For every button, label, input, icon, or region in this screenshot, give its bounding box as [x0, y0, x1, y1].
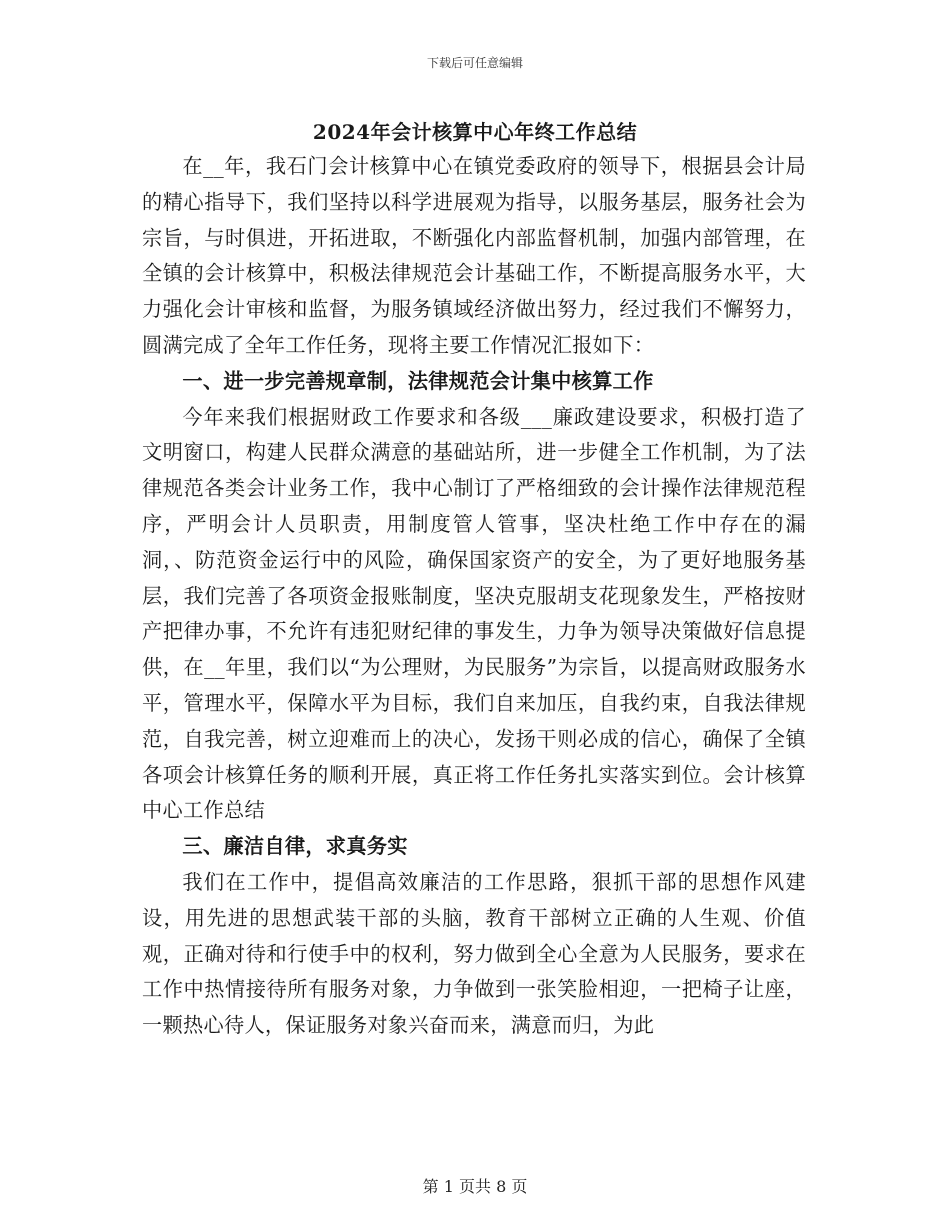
document-title: 2024年会计核算中心年终工作总结	[312, 120, 638, 144]
section-heading-1: 一、进一步完善规章制，法律规范会计集中核算工作	[182, 368, 654, 393]
paragraph-intro: 在__年，我石门会计核算中心在镇党委政府的领导下，根据县会计局的精心指导下，我们坚持以科学进展观为指导，以服务基层，服务社会为宗旨，与时俱进，开拓进取，不断强化内部监督机制，加强内部管理，在全镇的会计核算中，积极法律规范会计基础工作，不断提高服务水平，大力强化会计审核和监督，为服务镇域经济做出努力，经过我们不懈努力，圆满完成了全年工作任务，现将主要工作情况汇报如下：	[142, 154, 806, 357]
section-heading-3: 三、廉洁自律，求真务实	[182, 834, 408, 859]
page-number-footer: 第 1 页共 8 页	[422, 1177, 528, 1196]
document-body	[142, 149, 806, 1044]
paragraph-section-3: 我们在工作中，提倡高效廉洁的工作思路，狠抓干部的思想作风建设，用先进的思想武装干部的头脑，教育干部树立正确的人生观、价值观，正确对待和行使手中的权利，努力做到全心全意为人民服务，要求在工作中热情接待所有服务对象，力争做到一张笑脸相迎，一把椅子让座，一颗热心待人，保证服务对象兴奋而来，满意而归，为此	[142, 869, 806, 1038]
paragraph-section-1: 今年来我们根据财政工作要求和各级___廉政建设要求，积极打造了文明窗口，构建人民群众满意的基础站所，进一步健全工作机制，为了法律规范各类会计业务工作，我中心制订了严格细致的会计操作法律规范程序，严明会计人员职责，用制度管人管事，坚决杜绝工作中存在的漏洞，、防范资金运行中的风险，确保国家资产的安全，为了更好地服务基层，我们完善了各项资金报账制度，坚决克服胡支花现象发生，严格按财产把律办事，不允许有违犯财纪律的事发生，力争为领导决策做好信息提供，在__年里，我们以“为公理财，为民服务”为宗旨，以提高财政服务水平，管理水平，保障水平为目标，我们自来加压，自我约束，自我法律规范，自我完善，树立迎难而上的决心，发扬干则必成的信心，确保了全镇各项会计核算任务的顺利开展，真正将工作任务扎实落实到位。会计核算中心工作总结	[142, 404, 806, 823]
page-header-note: 下载后可任意编辑	[426, 56, 523, 70]
